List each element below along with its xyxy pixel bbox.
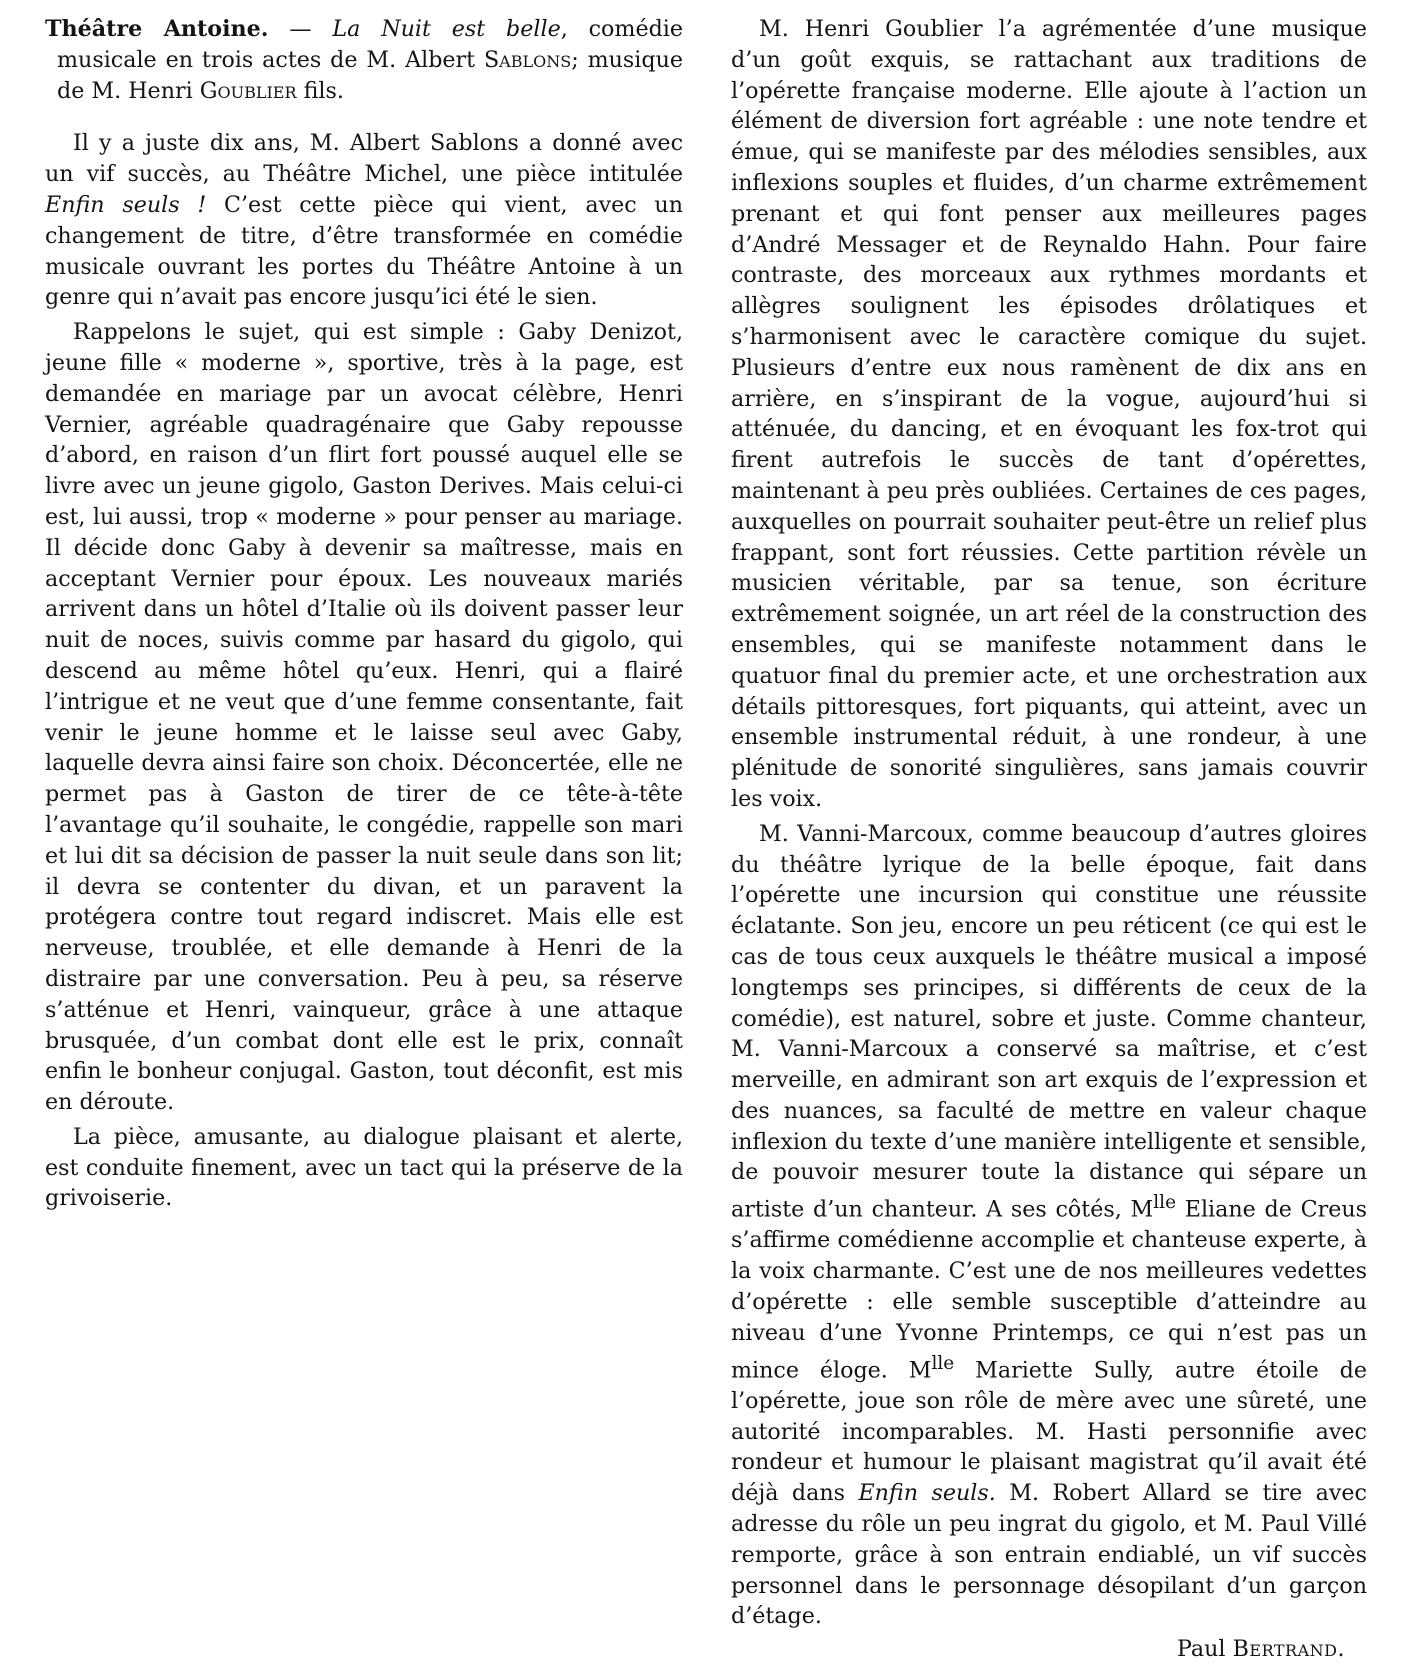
paragraph-text: Il y a juste dix ans, M. Albert Sablons a donné avec un vif succès, au Théâtre Michel, une pièce intitulée: [45, 130, 683, 188]
paragraph-text: Eliane de Creus s’affirme comédienne accomplie et chanteuse experte, à la voix charmante. C’est une de nos meilleures vedettes d’opérette : elle semble susceptible d’atteindre au niveau d’une Yvonne Printemps, ce qui n’est pas un mince éloge. M: [731, 1196, 1367, 1384]
heading-description-3: fils.: [296, 77, 344, 104]
heading-dash: —: [268, 16, 333, 42]
paragraph-text: C’est cette pièce qui vient, avec un changement de titre, d’être transformée en comédie musicale ouvrant les portes du Théâtre Antoine à un genre qui n’avait pas encore jusqu’ici été le sien.: [45, 191, 683, 311]
paragraph-assessment: La pièce, amusante, au dialogue plaisant et alerte, est conduite finement, avec un tact qui la préserve de la grivoiserie.: [45, 1123, 683, 1212]
heading-description-2: ; musique de M. Henri: [57, 46, 683, 104]
paragraph-history: [45, 128, 683, 313]
paragraph-text: M. Vanni-Marcoux, comme beaucoup d’autres gloires du théâtre lyrique de la belle époque, fait dans l’opérette une incursion qui constitue une réussite éclatante. Son jeu, encore un peu réticent (ce qui est le cas de tous ceux auxquels le théâtre musical a imposé longtemps ses principes, si différents de ceux de la comédie), est naturel, sobre et juste. Comme chanteur, M. Vanni-Marcoux a conservé sa maîtrise, et c’est merveille, en admirant son art exquis de l’expression et des nuances, sa faculté de mettre en valeur chaque inflexion du texte d’une manière intelligente et sensible, de pouvoir mesurer toute la distance qui sépare un artiste d’un chanteur. A ses côtés, M: [731, 820, 1367, 1223]
theatre-name: Théâtre Antoine.: [45, 16, 269, 42]
left-column: [45, 14, 683, 1214]
review-heading: [45, 14, 683, 106]
signature-last-name: Bertrand.: [1232, 1636, 1345, 1663]
paragraph-text: Mariette Sully, autre étoile de l’opérette, joue son rôle de mère avec une sûreté, une autorité incomparables. M. Hasti personnifie avec rondeur et humour le plaisant magistrat qu’il avait été déjà dans: [731, 1357, 1367, 1507]
paragraph-plot: Rappelons le sujet, qui est simple : Gaby Denizot, jeune fille « moderne », sportive, très à la page, est demandée en mariage par un avocat célèbre, Henri Vernier, agréable quadragénaire que Gaby repousse d’abord, en raison d’un flirt fort poussé auquel elle se livre avec un jeune gigolo, Gaston Derives. Mais celui-ci est, lui aussi, trop « moderne » pour penser au mariage. Il décide donc Gaby à devenir sa maîtresse, mais en acceptant Vernier pour époux. Les nouveaux mariés arrivent dans un hôtel d’Italie où ils doivent passer leur nuit de noces, suivis comme par hasard du gigolo, qui descend au même hôtel qu’eux. Henri, qui a flairé l’intrigue et ne veut que d’une femme consentante, fait venir le jeune homme et le laisse seul avec Gaby, laquelle devra ainsi faire son choix. Déconcertée, elle ne permet pas à Gaston de tirer de ce tête-à-tête l’avantage qu’il souhaite, le congédie, rappelle son mari et lui dit sa décision de passer la nuit seule dans son lit; il devra se contenter du divan, et un paravent la protégera contre tout regard indiscret. Mais elle est nerveuse, troublée, et elle demande à Henri de la distraire par une conversation. Peu à peu, sa réserve s’atténue et Henri, vainqueur, grâce à une attaque brusquée, d’un combat dont elle est le prix, connaît enfin le bonheur conjugal. Gaston, tout déconfit, est mis en déroute.: [45, 319, 683, 1116]
author-signature: [731, 1634, 1367, 1665]
paragraph-text: M. Robert Allard se tire avec adresse du rôle un peu ingrat du gigolo, et M. Paul Villé remporte, grâce à son entrain endiablé, un vif succès personnel dans le personnage désopilant d’un garçon d’étage.: [731, 1480, 1367, 1630]
paragraph-music: M. Henri Goublier l’a agrémentée d’une musique d’un goût exquis, se rattachant aux traditions de l’opérette française moderne. Elle ajoute à l’action un élément de diversion fort agréable : une note tendre et émue, qui se manifeste par des mélodies sensibles, aux inflexions souples et fluides, d’un charme extrêmement prenant et qui font penser aux meilleures pages d’André Messager et de Reynaldo Hahn. Pour faire contraste, des morceaux aux rythmes mordants et allègres soulignent les épisodes drôlatiques et s’harmonisent avec le caractère comique du sujet. Plusieurs d’entre eux nous ramènent de dix ans en arrière, en s’inspirant de la vogue, aujourd’hui si atténuée, du dancing, et en évoquant les fox-trot qui firent autrefois le succès de tant d’opérettes, maintenant à peu près oubliées. Certaines de ces pages, auxquelles on pourrait souhaiter peut-être un relief plus frappant, sont fort réussies. Cette partition révèle un musicien véritable, par sa tenue, son écriture extrêmement soignée, un art réel de la construction des ensembles, qui se manifeste notamment dans le quatuor final du premier acte, et une orchestration aux détails pittoresques, fort piquants, qui atteint, avec un ensemble instrumental réduit, à une rondeur, à une plénitude de sonorité singulières, sans jamais couvrir les voix.: [731, 16, 1368, 812]
author-name: Sablons: [483, 46, 572, 73]
heading-description-1: , comédie musicale en trois actes de M. Albert: [57, 16, 684, 73]
former-title: Enfin seuls !: [45, 191, 207, 218]
title-abbrev: lle: [931, 1352, 955, 1374]
play-title: La Nuit est belle: [332, 16, 561, 42]
signature-first-name: Paul: [1176, 1636, 1233, 1663]
paragraph-cast: [731, 819, 1367, 1633]
right-column: [731, 14, 1367, 1665]
former-title: Enfin seuls.: [858, 1480, 996, 1507]
title-abbrev: lle: [1153, 1192, 1177, 1214]
composer-name: Goublier: [199, 77, 297, 104]
